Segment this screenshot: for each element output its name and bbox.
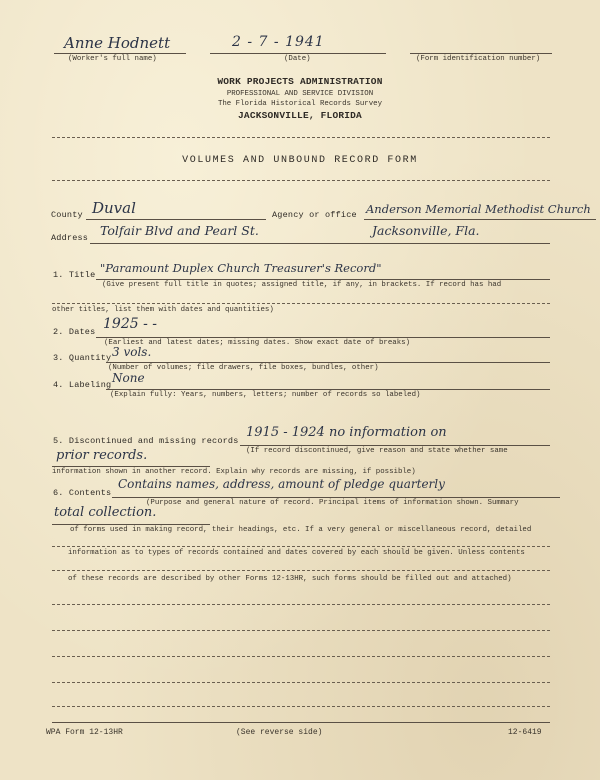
title-hint-2: other titles, list them with dates and quantities) xyxy=(52,306,274,314)
contents-hint-3: information as to types of records contained and dates covered by each should be given. Unless contents xyxy=(68,549,525,557)
county-label: County xyxy=(51,210,83,220)
address-label: Address xyxy=(51,233,89,243)
agency-line-2: PROFESSIONAL AND SERVICE DIVISION xyxy=(226,90,374,98)
contents-value-2: total collection. xyxy=(54,505,157,520)
footer-see-reverse: (See reverse side) xyxy=(236,728,323,737)
dates-hint: (Earliest and latest dates; missing dates. Show exact date of breaks) xyxy=(104,339,411,347)
agency-line-4: JACKSONVILLE, FLORIDA xyxy=(238,110,362,121)
worker-label: (Worker's full name) xyxy=(68,55,157,63)
contents-label: 6. Contents xyxy=(53,488,112,498)
labeling-hint: (Explain fully: Years, numbers, letters; number of records so labeled) xyxy=(110,391,421,399)
county-value: Duval xyxy=(92,199,136,217)
address-value: Tolfair Blvd and Pearl St. xyxy=(100,223,259,238)
discontinued-value: 1915 - 1924 no information on xyxy=(246,425,447,440)
labeling-value: None xyxy=(112,371,145,385)
quantity-label: 3. Quantity xyxy=(53,353,112,363)
footer-form-number: WPA Form 12-13HR xyxy=(46,728,123,737)
agency-line-1: WORK PROJECTS ADMINISTRATION xyxy=(217,76,383,87)
discontinued-hint-2: information shown in another record. Explain why records are missing, if possible) xyxy=(52,468,416,476)
title-value: "Paramount Duplex Church Treasurer's Record" xyxy=(100,261,382,275)
title-label: 1. Title xyxy=(53,270,96,280)
date-label: (Date) xyxy=(284,55,311,63)
form-id-label: (Form identification number) xyxy=(416,55,541,63)
discontinued-value-2: prior records. xyxy=(56,448,148,463)
labeling-label: 4. Labeling xyxy=(53,380,112,390)
address-city: Jacksonville, Fla. xyxy=(372,223,480,238)
contents-hint-4: of these records are described by other Forms 12-13HR, such forms should be filled out and attached) xyxy=(68,575,512,583)
dates-label: 2. Dates xyxy=(53,327,96,337)
discontinued-label: 5. Discontinued and missing records xyxy=(53,436,239,446)
contents-hint: (Purpose and general nature of record. Principal items of information shown. Summary xyxy=(146,499,519,507)
dates-value: 1925 - - xyxy=(103,316,157,332)
quantity-value: 3 vols. xyxy=(112,345,152,359)
discontinued-hint: (If record discontinued, give reason and state whether same xyxy=(246,447,508,455)
contents-hint-2: of forms used in making record, their headings, etc. If a very general or miscellaneous record, detailed xyxy=(70,526,532,534)
footer-code: 12-6419 xyxy=(508,728,542,737)
worker-name: Anne Hodnett xyxy=(64,34,171,52)
title-hint: (Give present full title in quotes; assigned title, if any, in brackets. If record has had xyxy=(102,281,502,289)
form-title: VOLUMES AND UNBOUND RECORD FORM xyxy=(182,155,418,166)
agency-office-value: Anderson Memorial Methodist Church xyxy=(366,202,591,216)
form-date: 2 - 7 - 1941 xyxy=(232,34,325,50)
agency-office-label: Agency or office xyxy=(272,210,357,220)
quantity-hint: (Number of volumes; file drawers, file boxes, bundles, other) xyxy=(108,364,379,372)
contents-value: Contains names, address, amount of pledge quarterly xyxy=(118,477,445,491)
agency-line-3: The Florida Historical Records Survey xyxy=(217,100,383,108)
